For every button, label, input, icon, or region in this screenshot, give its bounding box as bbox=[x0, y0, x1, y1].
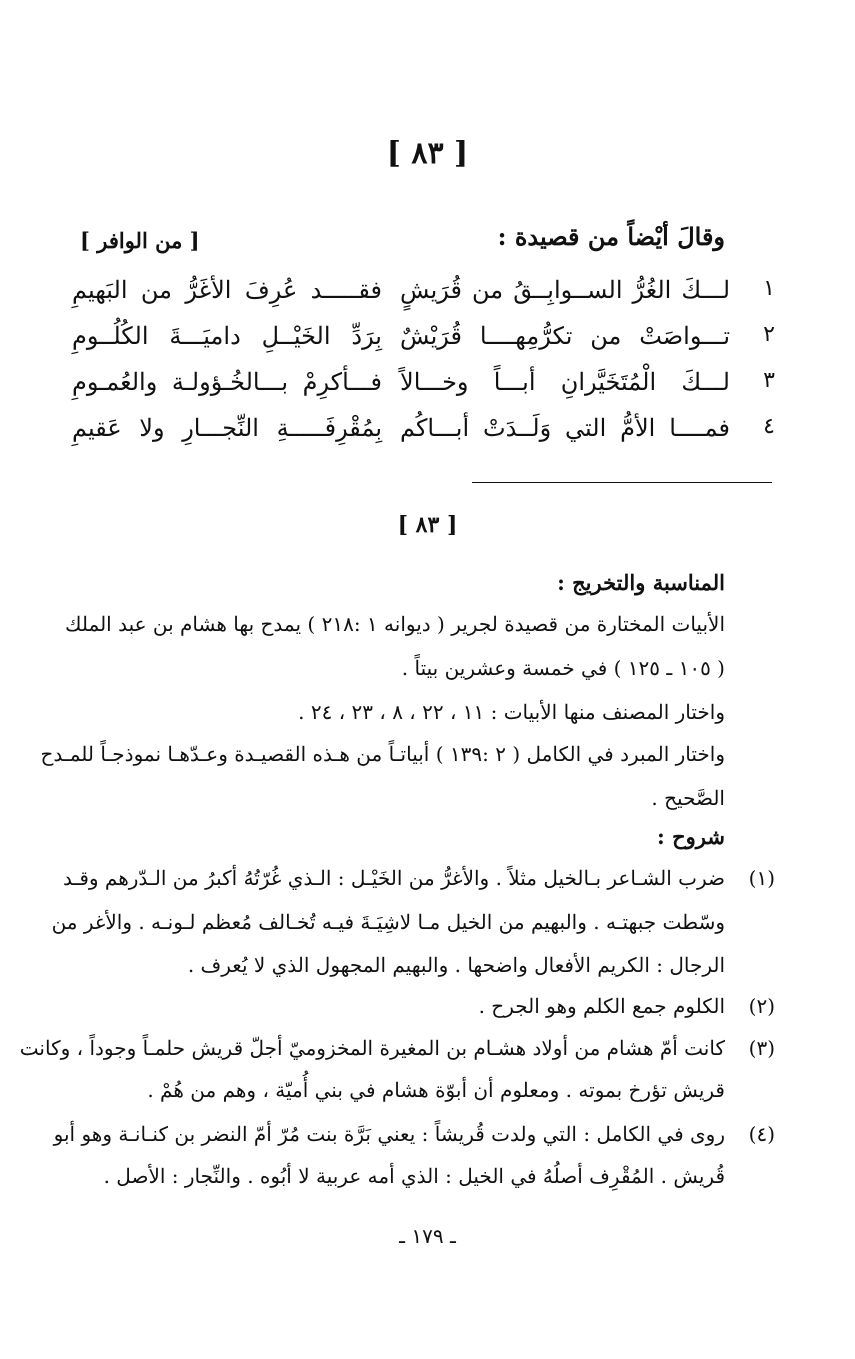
note-number: (٣) bbox=[748, 1036, 775, 1060]
poem-meter: [ من الوافر ] bbox=[80, 228, 200, 253]
verse-first-hemistich: لـــكَ الْمُتَخَيَّرانِ أبـــاً وخـــالاً bbox=[400, 368, 730, 396]
note-line: كانت أمّ هشام من أولاد هشـام بن المغيرة المخزوميّ أجلّ قريش حلمـاً وجوداً ، وكانت bbox=[19, 1036, 725, 1060]
shuruh-heading: شروح : bbox=[657, 824, 725, 849]
verse-number: ٣ bbox=[763, 368, 775, 393]
verse bbox=[0, 276, 855, 322]
verse-second-hemistich: بِرَدِّ الخَيْــلِ داميَـــةَ الكُلُــومِ bbox=[72, 322, 382, 350]
verse bbox=[0, 368, 855, 414]
note-line: روى في الكامل : التي ولدت قُريشاً : يعني بَرَّة بنت مُرّ أمّ النضر بن كنـانـة وهو أبو bbox=[53, 1122, 725, 1146]
page-number: ـ ١٧٩ ـ bbox=[399, 1224, 456, 1248]
verse-second-hemistich: فـــأكرِمْ بـــالخُـؤولـة والعُمـومِ bbox=[72, 368, 382, 396]
note-line: وسّطت جبهتـه . والبهيم من الخيل مـا لاشِيَـةَ فيـه تُخـالف مُعظم لـونـه . والأغر من bbox=[51, 910, 725, 934]
note-line: الكلوم جمع الكلم وهو الجرح . bbox=[478, 994, 725, 1018]
note-line: قُريش . المُقْرِف أصلُهُ في الخيل : الذي أمه عربية لا أبُوه . والنِّجار : الأصل . bbox=[103, 1164, 725, 1188]
takhrij-line: الصَّحيح . bbox=[651, 786, 725, 810]
note-line: ضرب الشـاعر بـالخيل مثلاً . والأغرُّ من الخَيْـل : الـذي غُرّتُهُ أكبرُ من الـدّرهم وقـد bbox=[62, 866, 725, 890]
note-number: (٤) bbox=[748, 1122, 775, 1146]
verse-number: ١ bbox=[763, 276, 775, 301]
section-divider bbox=[472, 482, 772, 483]
takhrij-line: الأبيات المختارة من قصيدة لجرير ( ديوانه ١ :٢١٨ ) يمدح بها هشام بن عبد الملك bbox=[65, 612, 725, 636]
takhrij-heading: المناسبة والتخريج : bbox=[557, 570, 725, 595]
poem-number: [ ٨٣ ] bbox=[386, 136, 469, 171]
note-number: (١) bbox=[748, 866, 775, 890]
verse-second-hemistich: بِمُقْرِفَـــــةِ النِّجـــارِ ولا عَقيمِ bbox=[72, 414, 382, 442]
verse-first-hemistich: تـــواصَتْ من تكرُّمِهــــا قُرَيْشٌ bbox=[400, 322, 730, 350]
verse-first-hemistich: فمــــا الأمُّ التي وَلَــدَتْ أبـــاكُم bbox=[400, 414, 730, 442]
takhrij-line: واختار المصنف منها الأبيات : ١١ ، ٢٢ ، ٨ ، ٢٣ ، ٢٤ . bbox=[298, 700, 725, 724]
poem-intro: وقالَ أيْضاً من قصيدة : bbox=[497, 222, 725, 251]
note-number: (٢) bbox=[748, 994, 775, 1018]
verse-second-hemistich: فقـــــد عُرِفَ الأغَرُّ من البَهيمِ bbox=[72, 276, 382, 304]
note-line: الرجال : الكريم الأفعال واضحها . والبهيم المجهول الذي لا يُعرف . bbox=[187, 953, 725, 977]
verse bbox=[0, 322, 855, 368]
verse-first-hemistich: لـــكَ الغُرُّ الســوابِــقُ من قُرَيشٍ bbox=[400, 276, 730, 304]
takhrij-line: واختار المبرد في الكامل ( ٢ :١٣٩ ) أبياتـاً من هـذه القصيـدة وعـدّهـا نموذجـاً للمـدح bbox=[40, 742, 725, 766]
verse bbox=[0, 414, 855, 460]
verse-number: ٢ bbox=[763, 322, 775, 347]
takhrij-line: ( ١٠٥ ـ ١٢٥ ) في خمسة وعشرين بيتاً . bbox=[401, 656, 725, 680]
verse-number: ٤ bbox=[763, 414, 775, 439]
note-line: قريش تؤرخ بموته . ومعلوم أن أبوّة هشام في بني أُميّة ، وهم من هُمْ . bbox=[147, 1078, 725, 1102]
notes-number: [ ٨٣ ] bbox=[397, 512, 458, 538]
